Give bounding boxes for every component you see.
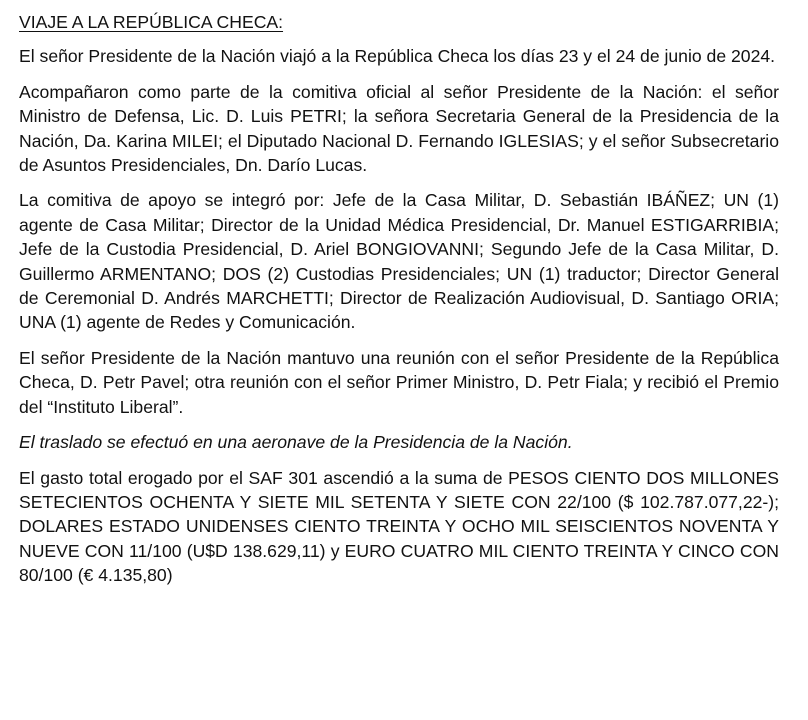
document-page xyxy=(19,10,779,599)
paragraph-support-delegation: La comitiva de apoyo se integró por: Jefe de la Casa Militar, D. Sebastián IBÁÑEZ; UN (1) agente de Casa Militar; Director de la Unidad Médica Presidencial, Dr. Manuel ESTIGARRIBIA; Jefe de la Custodia Presidencial, D. Ariel BONGIOVANNI; Segundo Jefe de la Casa Militar, D. Guillermo ARMENTANO; DOS (2) Custodias Presidenciales; UN (1) traductor; Director General de Ceremonial D. Andrés MARCHETTI; Director de Realización Audiovisual, D. Santiago ORIA; UNA (1) agente de Redes y Comunicación. xyxy=(19,190,779,333)
paragraph-meetings: El señor Presidente de la Nación mantuvo una reunión con el señor Presidente de la República Checa, D. Petr Pavel; otra reunión con el señor Primer Ministro, D. Petr Fiala; y recibió el Premio del “Instituto Liberal”. xyxy=(19,347,779,417)
paragraph-official-delegation: Acompañaron como parte de la comitiva oficial al señor Presidente de la Nación: el señor Ministro de Defensa, Lic. D. Luis PETRI; la señora Secretaria General de la Presidencia de la Nación, Da. Karina MILEI; el Diputado Nacional D. Fernando IGLESIAS; y el señor Subsecretario de Asuntos Presidenciales, Dn. Darío Lucas. xyxy=(19,81,779,176)
section-title: VIAJE A LA REPÚBLICA CHECA: xyxy=(19,12,284,32)
paragraph-trip-dates: El señor Presidente de la Nación viajó a la República Checa los días 23 y el 24 de junio de 2024. xyxy=(19,46,776,67)
paragraph-transport: El traslado se efectuó en una aeronave de la Presidencia de la Nación. xyxy=(19,432,573,453)
paragraph-expenses: El gasto total erogado por el SAF 301 ascendió a la suma de PESOS CIENTO DOS MILLONES SETECIENTOS OCHENTA Y SIETE MIL SETENTA Y SIETE CON 22/100 ($ 102.787.077,22-); DOLARES ESTADO UNIDENSES CIENTO TREINTA Y OCHO MIL SEISCIENTOS NOVENTA Y NUEVE CON 11/100 (U$D 138.629,11) y EURO CUATRO MIL CIENTO TREINTA Y CINCO CON 80/100 (€ 4.135,80) xyxy=(19,467,779,586)
